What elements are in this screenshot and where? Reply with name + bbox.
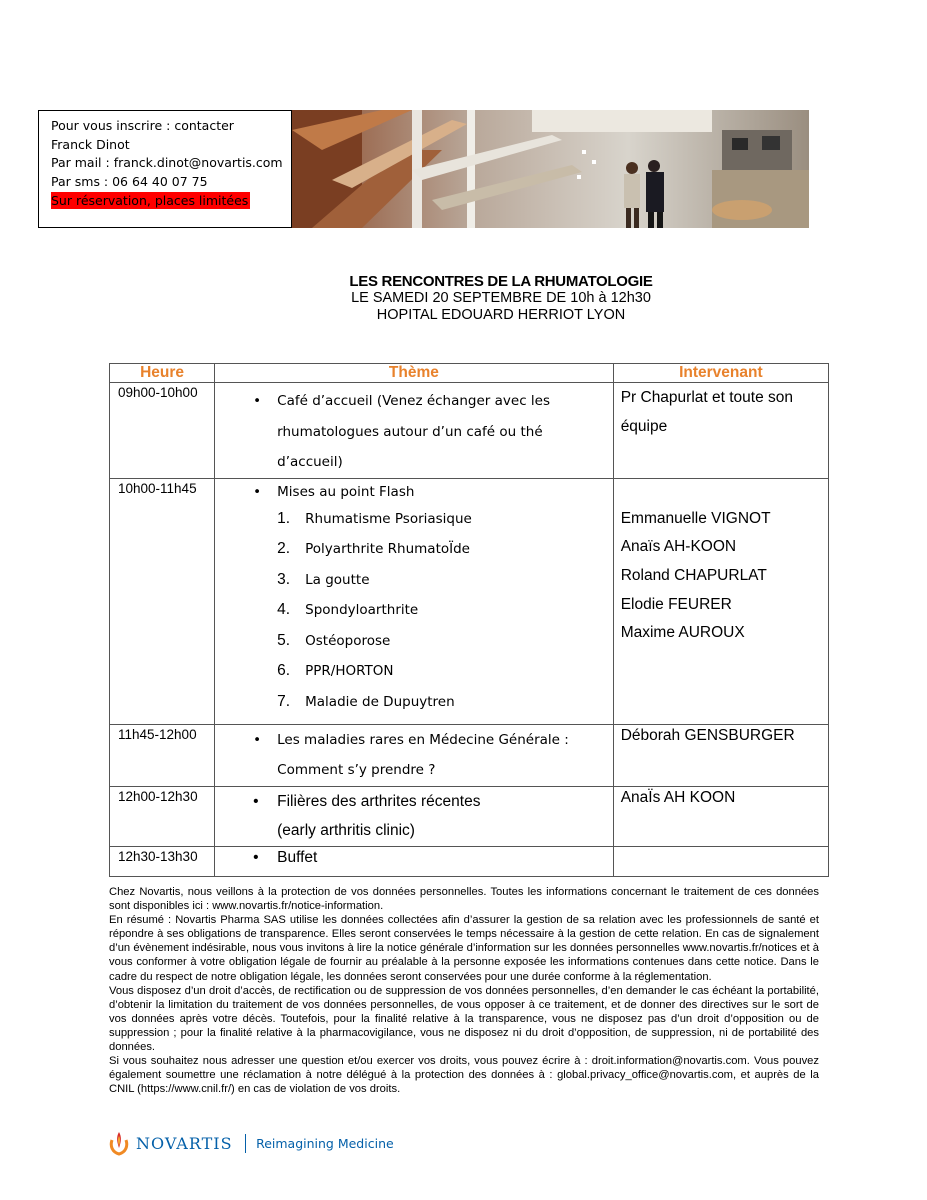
reservation-notice: Sur réservation, places limitées [51, 192, 249, 208]
table-row [110, 724, 829, 786]
speaker-name: Anaïs AH-KOON [620, 538, 737, 556]
novartis-flame-icon [108, 1130, 130, 1156]
event-heading [0, 273, 927, 324]
event-location: HOPITAL EDOUARD HERRIOT LYON [376, 307, 626, 323]
event-date: LE SAMEDI 20 SEPTEMBRE DE 10h à 12h30 [351, 290, 651, 306]
speaker-cell: Déborah GENSBURGER [613, 724, 828, 786]
contact-sms: Par sms : 06 64 40 07 75 [51, 174, 208, 190]
table-row [110, 383, 829, 479]
time-cell: 12h00-12h30 [110, 786, 215, 846]
speaker-name: Maxime AUROUX [620, 624, 745, 642]
theme-item: • Buffet [215, 847, 613, 869]
header-theme: Thème [215, 364, 614, 383]
privacy-notice [109, 885, 819, 1096]
theme-item: • Les maladies rares en Médecine Générale : Comment s’y prendre ? [215, 725, 613, 786]
subitem-3: 3. La goutte [277, 570, 370, 588]
theme-item: • Mises au point Flash [215, 480, 613, 504]
bullet-icon: • [253, 731, 262, 748]
logo-tagline: Reimagining Medicine [256, 1135, 394, 1151]
theme-cell [215, 786, 614, 846]
header-intervenant: Intervenant [613, 364, 828, 383]
subitem-1: 1. Rhumatisme Psoriasique [277, 509, 472, 527]
speaker-cell [613, 846, 828, 876]
logo-brand: NOVARTIS [136, 1133, 233, 1153]
time-cell: 12h30-13h30 [110, 846, 215, 876]
speaker-name: Emmanuelle VIGNOT [620, 509, 771, 527]
speaker-cell: AnaÏs AH KOON [613, 786, 828, 846]
subitem-5: 5. Ostéoporose [277, 631, 391, 649]
program-table [109, 363, 829, 877]
bullet-icon: • [253, 848, 259, 866]
header-heure: Heure [110, 364, 215, 383]
novartis-logo [108, 1128, 394, 1158]
bullet-icon: • [253, 792, 259, 810]
privacy-paragraph: Vous disposez d’un droit d’accès, de rectification ou de suppression de vos données personnelles, d’en demander le cas échéant la portabilité, d’obtenir la limitation du traitement de vos données personnelles, de vous opposer à ce traitement, et de donner des directives sur le sort de vos données après votre décès. Toutefois, pour la finalité relative à la transparence, vous ne disposez pas d’un droit d’opposition ou de suppression ; pour la finalité relative à la pharmacovigilance, vous ne disposez ni du droit d’opposition, de suppression, ni de portabilité des données. [109, 984, 819, 1054]
privacy-paragraph: Si vous souhaitez nous adresser une question et/ou exercer vos droits, vous pouvez écrire à : droit.information@novartis.com. Vous pouvez également soumettre une réclamation à notre délégué à la protection des données à : global.privacy_office@novartis.com, et auprès de la CNIL (https://www.cnil.fr/) en cas de violation de vos droits. [109, 1055, 819, 1096]
table-row [110, 786, 829, 846]
bullet-icon: • [253, 483, 262, 500]
event-title: LES RENCONTRES DE LA RHUMATOLOGIE [349, 273, 653, 290]
time-cell: 10h00-11h45 [110, 478, 215, 724]
theme-cell [215, 846, 614, 876]
theme-cell [215, 724, 614, 786]
contact-name: Franck Dinot [51, 136, 130, 152]
subitem-4: 4. Spondyloarthrite [277, 601, 419, 618]
subitem-6: 6. PPR/HORTON [277, 662, 394, 679]
theme-item: • Filières des arthrites récentes (early arthritis clinic) [215, 787, 613, 845]
theme-item: • Café d’accueil (Venez échanger avec les rhumatologues autour d’un café ou thé d’accueil) [215, 386, 613, 478]
speaker-name: Elodie FEURER [620, 595, 732, 613]
table-row [110, 846, 829, 876]
speaker-name: Roland CHAPURLAT [620, 566, 767, 584]
subitem-7: 7. Maladie de Dupuytren [277, 692, 455, 710]
contact-line-intro: Pour vous inscrire : contacter [51, 118, 234, 133]
time-cell: 11h45-12h00 [110, 724, 215, 786]
time-cell: 09h00-10h00 [110, 383, 215, 479]
privacy-paragraph: En résumé : Novartis Pharma SAS utilise les données collectées afin d’assurer la gestion de sa relation avec les professionnels de santé et répondre à ses obligations de transparence. Elles seront conservées le temps nécessaire à la gestion de cette relation. En cas de signalement d’un évènement indésirable, nous vous invitons à lire la notice générale d’information sur les données personnelles www.novartis.fr/notices et à vous conformer à votre obligation légale de fournir au préalable à la personne exposée les informations contenues dans cette notice. Dans le cadre du respect de notre obligation légale, les données seront conservées pour une durée conforme à la réglementation. [109, 914, 819, 983]
privacy-paragraph: Chez Novartis, nous veillons à la protection de vos données personnelles. Toutes les informations concernant le traitement de ces données sont disponibles ici : www.novartis.fr/notice-information. [109, 886, 819, 913]
subitem-2: 2. Polyarthrite RhumatoÏde [277, 540, 470, 557]
table-row [110, 478, 829, 724]
speaker-cell [613, 478, 828, 724]
theme-cell [215, 383, 614, 479]
speaker-cell: Pr Chapurlat et toute son équipe [613, 383, 828, 479]
contact-email: Par mail : franck.dinot@novartis.com [51, 155, 283, 171]
header-photo [292, 110, 809, 228]
table-header-row [110, 364, 829, 383]
theme-cell [215, 478, 614, 724]
logo-separator [245, 1134, 247, 1153]
contact-box [38, 110, 292, 228]
bullet-icon: • [253, 393, 262, 409]
